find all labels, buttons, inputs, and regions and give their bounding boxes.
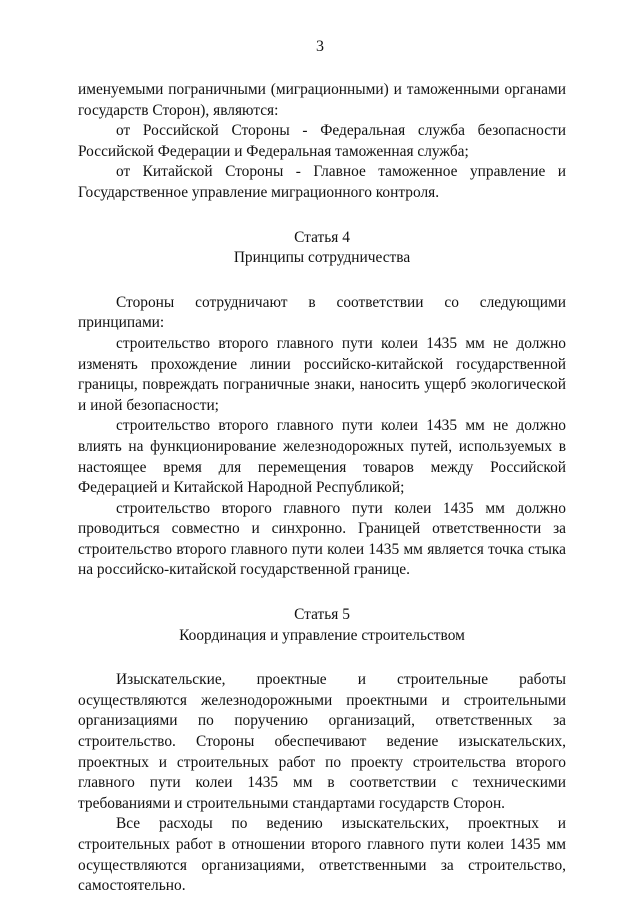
article-4-paragraph-2: строительство второго главного пути колеи 1435 мм не должно изменять прохождение линии российско-китайской государственной границы, повреждать пограничные знаки, наносить ущерб экологической и иной безопасности; [78, 334, 566, 414]
article-4-heading [78, 228, 566, 269]
intro-paragraph-3: от Китайской Стороны - Главное таможенное управление и Государственное управление миграционного контроля. [78, 163, 566, 201]
page-number: 3 [316, 38, 324, 55]
intro-paragraph-1: именуемыми пограничными (миграционными) и таможенными органами государств Сторон), являются: [78, 81, 566, 119]
document-body [78, 80, 566, 897]
article-5-heading [78, 605, 566, 646]
article-4-number: Статья 4 [294, 228, 350, 246]
article-5-number: Статья 5 [294, 606, 350, 624]
intro-paragraph-2: от Российской Стороны - Федеральная служба безопасности Российской Федерации и Федеральная таможенная служба; [78, 122, 566, 160]
article-4-paragraph-1: Стороны сотрудничают в соответствии со следующими принципами: [78, 293, 566, 332]
article-4-paragraph-4: строительство второго главного пути колеи 1435 мм должно проводиться совместно и синхронно. Границей ответственности за строительство второго главного пути колеи 1435 мм является точка стыка на российско-китайской государственной границе. [78, 499, 566, 579]
article-5-paragraph-1: Изыскательские, проектные и строительные работы осуществляются железнодорожными проектными и строительными организациями по поручению организаций, ответственных за строительство. Стороны обеспечивают ведение изыскательских, проектных и строительных работ по проекту строительства второго главного пути колеи 1435 мм в соответствии с техническими требованиями и строительными стандартами государств Сторон. [78, 671, 566, 812]
article-5-title: Координация и управление строительством [179, 626, 465, 644]
article-4-paragraph-3: строительство второго главного пути колеи 1435 мм не должно влиять на функционирование железнодорожных путей, используемых в настоящее время для перемещения товаров между Российской Федерацией и Китайской Народной Республикой; [78, 417, 566, 497]
article-5-paragraph-2: Все расходы по ведению изыскательских, проектных и строительных работ в отношении второго главного пути колеи 1435 мм осуществляются организациями, ответственными за строительство, самостоятельно. [78, 815, 566, 895]
article-4-title: Принципы сотрудничества [233, 249, 411, 267]
